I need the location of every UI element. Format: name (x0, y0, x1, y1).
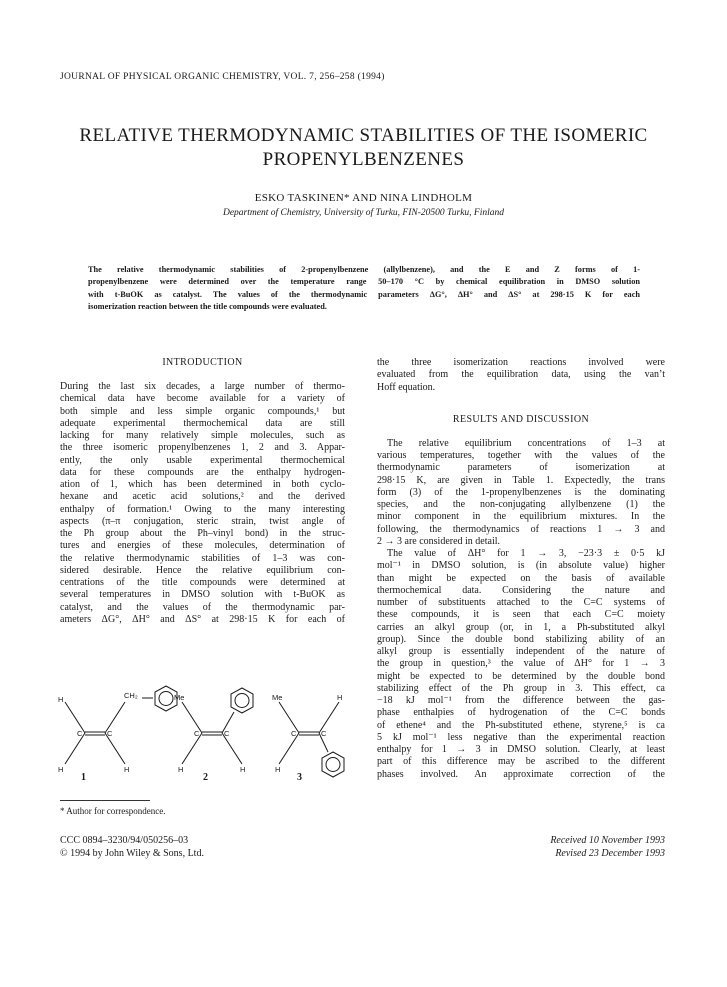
text-line: form (3) of the 1-propenylbenzenes is the dominating (377, 486, 665, 498)
text-line: the three isomeric propenylbenzenes 1, 2 and 3. Appar- (60, 442, 345, 454)
running-head: JOURNAL OF PHYSICAL ORGANIC CHEMISTRY, VOL. 7, 256–258 (1994) (60, 72, 385, 82)
text-line: 298·15 K, are given in Table 1. Expectedly, the trans (377, 474, 665, 486)
text-line: than might be expected on the basis of available (377, 572, 665, 584)
title-line-2: PROPENYLBENZENES (262, 149, 465, 170)
text-line: aspects (π–π conjugation, steric strain, twist angle of (60, 515, 345, 527)
copyright-block (60, 834, 204, 860)
atom-label: H (178, 765, 184, 774)
text-line: ation of 1, which has been determined in both cyclo- (60, 479, 345, 490)
compound-number-2: 2 (203, 772, 208, 783)
text-line: following, the thermodynamics of reactions 1 → 3 and (377, 523, 665, 535)
text-line: phases involved. An approximate correction of the (377, 768, 665, 780)
text-line: alkyl group is essentially independent of the nature of (377, 646, 665, 657)
text-line: phase enthalpies of hydrogenation of the C=C bonds (377, 707, 665, 719)
text-line: adequate experimental thermochemical data are still (60, 417, 345, 429)
text-line: carries an alkyl group (or, in 1, a Ph-substituted alkyl (377, 621, 665, 633)
atom-label: C (224, 729, 230, 738)
text-line: During the last six decades, a large number of thermo- (60, 381, 345, 392)
text-line: Hoff equation. (377, 381, 436, 393)
atom-label: C (107, 729, 113, 738)
results-paragraph-2 (377, 548, 665, 781)
text-line: thermodynamic parameters of isomerization at (377, 462, 665, 474)
text-line: lacking for many relatively simple molecules, such as (60, 430, 345, 441)
text-line: thermochemical data. Considering the nature and (377, 584, 665, 596)
atom-label: C (321, 729, 327, 738)
revised-date: Revised 23 December 1993 (555, 848, 665, 859)
text-line: of ethene⁴ and the Ph-substituted ethene, styrene,⁵ is ca (377, 719, 665, 731)
text-line: The value of ΔH° for 1 → 3, −23·3 ± 0·5 kJ (387, 548, 665, 559)
affiliation: Department of Chemistry, University of Turku, FIN-20500 Turku, Finland (222, 208, 505, 218)
ccc-code: CCC 0894–3230/94/050256–03 (60, 835, 189, 846)
title-line-1: RELATIVE THERMODYNAMIC STABILITIES OF THE ISOMERIC (79, 125, 648, 146)
atom-label: Me (272, 693, 283, 702)
abstract-line: isomerization reaction between the title compounds were evaluated. (88, 301, 327, 311)
text-line: minor component in the equilibrium mixtures. In the (377, 511, 665, 523)
left-column (60, 357, 345, 626)
text-line: group). Since the double bond stabilizing ability of an (377, 633, 665, 645)
introduction-continuation (377, 357, 665, 394)
received-date: Received 10 November 1993 (550, 835, 665, 846)
atom-label: CH₂ (124, 691, 138, 700)
atom-label: C (194, 729, 200, 738)
text-line: ameters ΔG°, ΔH° and ΔS° at 298·15 K for each of (60, 613, 345, 625)
text-line: enthalpy for 1 → 3 in DMSO solution. Clearly, at least (377, 744, 665, 755)
footnote: * Author for correspondence. (60, 806, 166, 816)
text-line: enthalpy of formation.¹ Owing to the many interesting (60, 503, 345, 515)
text-line: The relative equilibrium concentrations of 1–3 at (387, 437, 665, 449)
introduction-heading: INTRODUCTION (162, 357, 243, 368)
text-line: chemical data have become available for a variety of (60, 393, 345, 405)
abstract-line: propenylbenzene were determined over the temperature range 50–170 °C by chemical equilibration in DMSO solution (88, 277, 640, 287)
text-line: hexane and acetic acid solutions,² and the derived (60, 491, 345, 503)
atom-label: H (124, 765, 130, 774)
text-line: the group in question,³ the value of ΔH° for 1 → 3 (377, 658, 665, 670)
introduction-paragraph (60, 381, 345, 626)
atom-label: C (291, 729, 297, 738)
text-line: number of substituents attached to the C=C systems of (377, 597, 665, 608)
text-line: various temperatures, together with the values of the (377, 450, 665, 461)
compound-number-1: 1 (81, 772, 86, 783)
abstract-line: with t-BuOK as catalyst. The values of the thermodynamic parameters ΔG°, ΔH° and ΔS° at 298·15 K for each (88, 289, 640, 299)
text-line: sidered desirable. Hence the relative equilibrium con- (60, 564, 345, 576)
text-line: ently, the only usable experimental thermochemical (60, 454, 345, 466)
received-dates (550, 834, 665, 860)
author-list: ESKO TASKINEN* AND NINA LINDHOLM (254, 192, 473, 204)
text-line: centrations of the title compounds were determined at (60, 577, 345, 588)
text-line: stabilizing effect of the Ph group in 3. This effect, ca (377, 682, 665, 694)
text-line: the three isomerization reactions involved were (377, 357, 665, 368)
text-line: 2 → 3 are considered in detail. (377, 535, 501, 547)
article-title (40, 124, 687, 172)
text-line: the Ph group about the Ph–vinyl bond) in the struc- (60, 528, 345, 539)
text-line: tures and energies of these molecules, determination of (60, 540, 345, 552)
copyright-notice: © 1994 by John Wiley & Sons, Ltd. (60, 848, 204, 859)
atom-label: H (240, 765, 246, 774)
text-line: catalyst, and the values of the thermodynamic par- (60, 601, 345, 613)
text-line: part of this difference may be ascribed to the different (377, 756, 665, 768)
footnote-rule (60, 800, 150, 801)
text-line: mol⁻¹ in DMSO solution, is (in absolute value) higher (377, 560, 665, 572)
text-line: might be expected to be determined by the double bond (377, 670, 665, 682)
text-line: both simple and less simple organic compounds,¹ but (60, 405, 345, 417)
text-line: these compounds, it is seen that each C=C moiety (377, 609, 665, 621)
text-line: several temperatures in DMSO solution with t-BuOK as (60, 589, 345, 601)
atom-label: H (58, 695, 64, 704)
atom-label: H (58, 765, 64, 774)
results-paragraph-1 (377, 438, 665, 548)
atom-label: H (275, 765, 281, 774)
text-line: species, and the non-conjugating allylbenzene (1) the (377, 499, 665, 510)
text-line: 5 kJ mol⁻¹ less negative than the experimental reaction (377, 731, 665, 743)
abstract-line: The relative thermodynamic stabilities of 2-propenylbenzene (allylbenzene), and the E and Z forms of 1- (88, 265, 640, 274)
right-column (377, 357, 665, 781)
results-heading: RESULTS AND DISCUSSION (452, 413, 590, 425)
atom-label: H (337, 693, 343, 702)
atom-label: Me (174, 693, 185, 702)
compound-number-3: 3 (297, 772, 302, 783)
abstract (88, 264, 640, 313)
structures-diagram (50, 672, 350, 792)
atom-label: C (77, 729, 83, 738)
text-line: data for these compounds are the enthalpy hydrogen- (60, 466, 345, 478)
text-line: evaluated from the equilibration data, using the van’t (377, 369, 665, 381)
text-line: the relative thermodynamic stabilities of 1–3 was con- (60, 552, 345, 564)
text-line: −18 kJ mol⁻¹ from the difference between the gas- (377, 695, 665, 706)
